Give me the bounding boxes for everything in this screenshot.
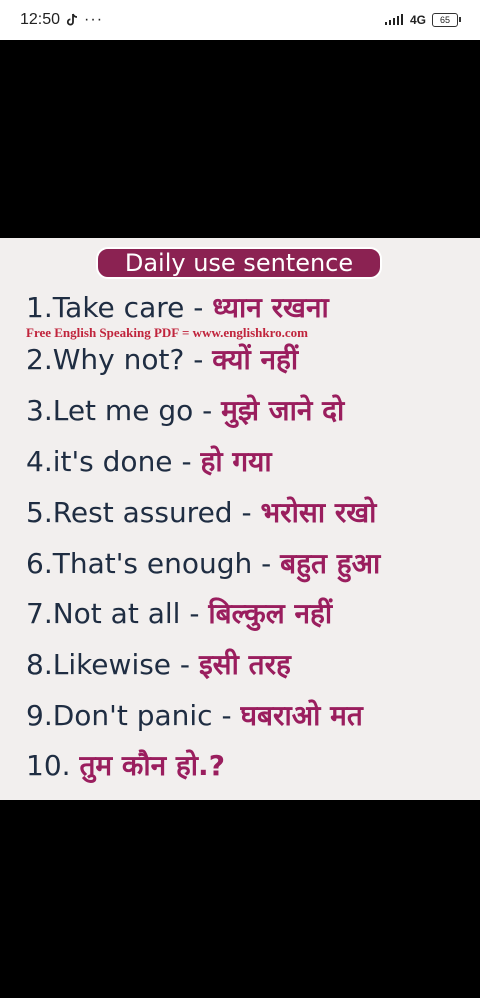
clock: 12:50 (20, 11, 61, 28)
english-phrase: 5.Rest assured (26, 496, 233, 529)
network-type: 4G (409, 13, 426, 27)
hindi-phrase: बिल्कुल नहीं (208, 597, 333, 630)
sentence-row (26, 698, 363, 734)
hindi-phrase: हो गया (200, 445, 272, 478)
separator: - (172, 445, 201, 478)
sentence-row (26, 290, 329, 326)
battery-icon (432, 13, 458, 27)
sentence-row (26, 393, 344, 429)
sentence-row (26, 495, 376, 531)
separator: - (193, 394, 222, 427)
signal-icon (384, 14, 404, 26)
status-left (20, 11, 103, 29)
hindi-phrase: ध्यान रखना (212, 291, 329, 324)
english-phrase: 7.Not at all (26, 597, 181, 630)
english-phrase: 4.it's done (26, 445, 173, 478)
hindi-phrase: बहुत हुआ (280, 547, 381, 580)
hindi-phrase: घबराओ मत (240, 699, 363, 732)
english-phrase: 8.Likewise (26, 648, 172, 681)
hindi-phrase: क्यों नहीं (212, 343, 299, 376)
separator: - (184, 343, 213, 376)
more-notifications-icon: ··· (84, 11, 104, 28)
sentence-row (26, 647, 291, 683)
sentence-row (26, 748, 225, 784)
english-phrase: 1.Take care (26, 291, 185, 324)
card-title: Daily use sentence (96, 247, 382, 279)
sentence-row (26, 444, 272, 480)
sentence-image (0, 238, 480, 800)
status-right (384, 13, 458, 27)
status-bar (0, 0, 480, 40)
hindi-phrase: भरोसा रखो (260, 496, 377, 529)
sentence-row (26, 342, 298, 378)
tiktok-icon (66, 13, 78, 27)
separator: - (232, 496, 261, 529)
separator: - (171, 648, 199, 681)
english-phrase: 10. (26, 749, 71, 782)
hindi-phrase: तुम कौन हो.? (79, 749, 225, 782)
separator: - (252, 547, 281, 580)
hindi-phrase: इसी तरह (198, 648, 291, 681)
separator: - (184, 291, 213, 324)
sentence-row (26, 596, 332, 632)
watermark-text: Free English Speaking PDF = www.englishkro.com (26, 325, 309, 340)
separator: - (212, 699, 241, 732)
sentence-row (26, 546, 380, 582)
separator: - (180, 597, 209, 630)
english-phrase: 2.Why not? (26, 343, 185, 376)
battery-level: 65 (439, 15, 450, 25)
hindi-phrase: मुझे जाने दो (221, 394, 345, 427)
english-phrase: 6.That's enough (26, 547, 253, 580)
english-phrase: 3.Let me go (26, 394, 194, 427)
english-phrase: 9.Don't panic (26, 699, 213, 732)
